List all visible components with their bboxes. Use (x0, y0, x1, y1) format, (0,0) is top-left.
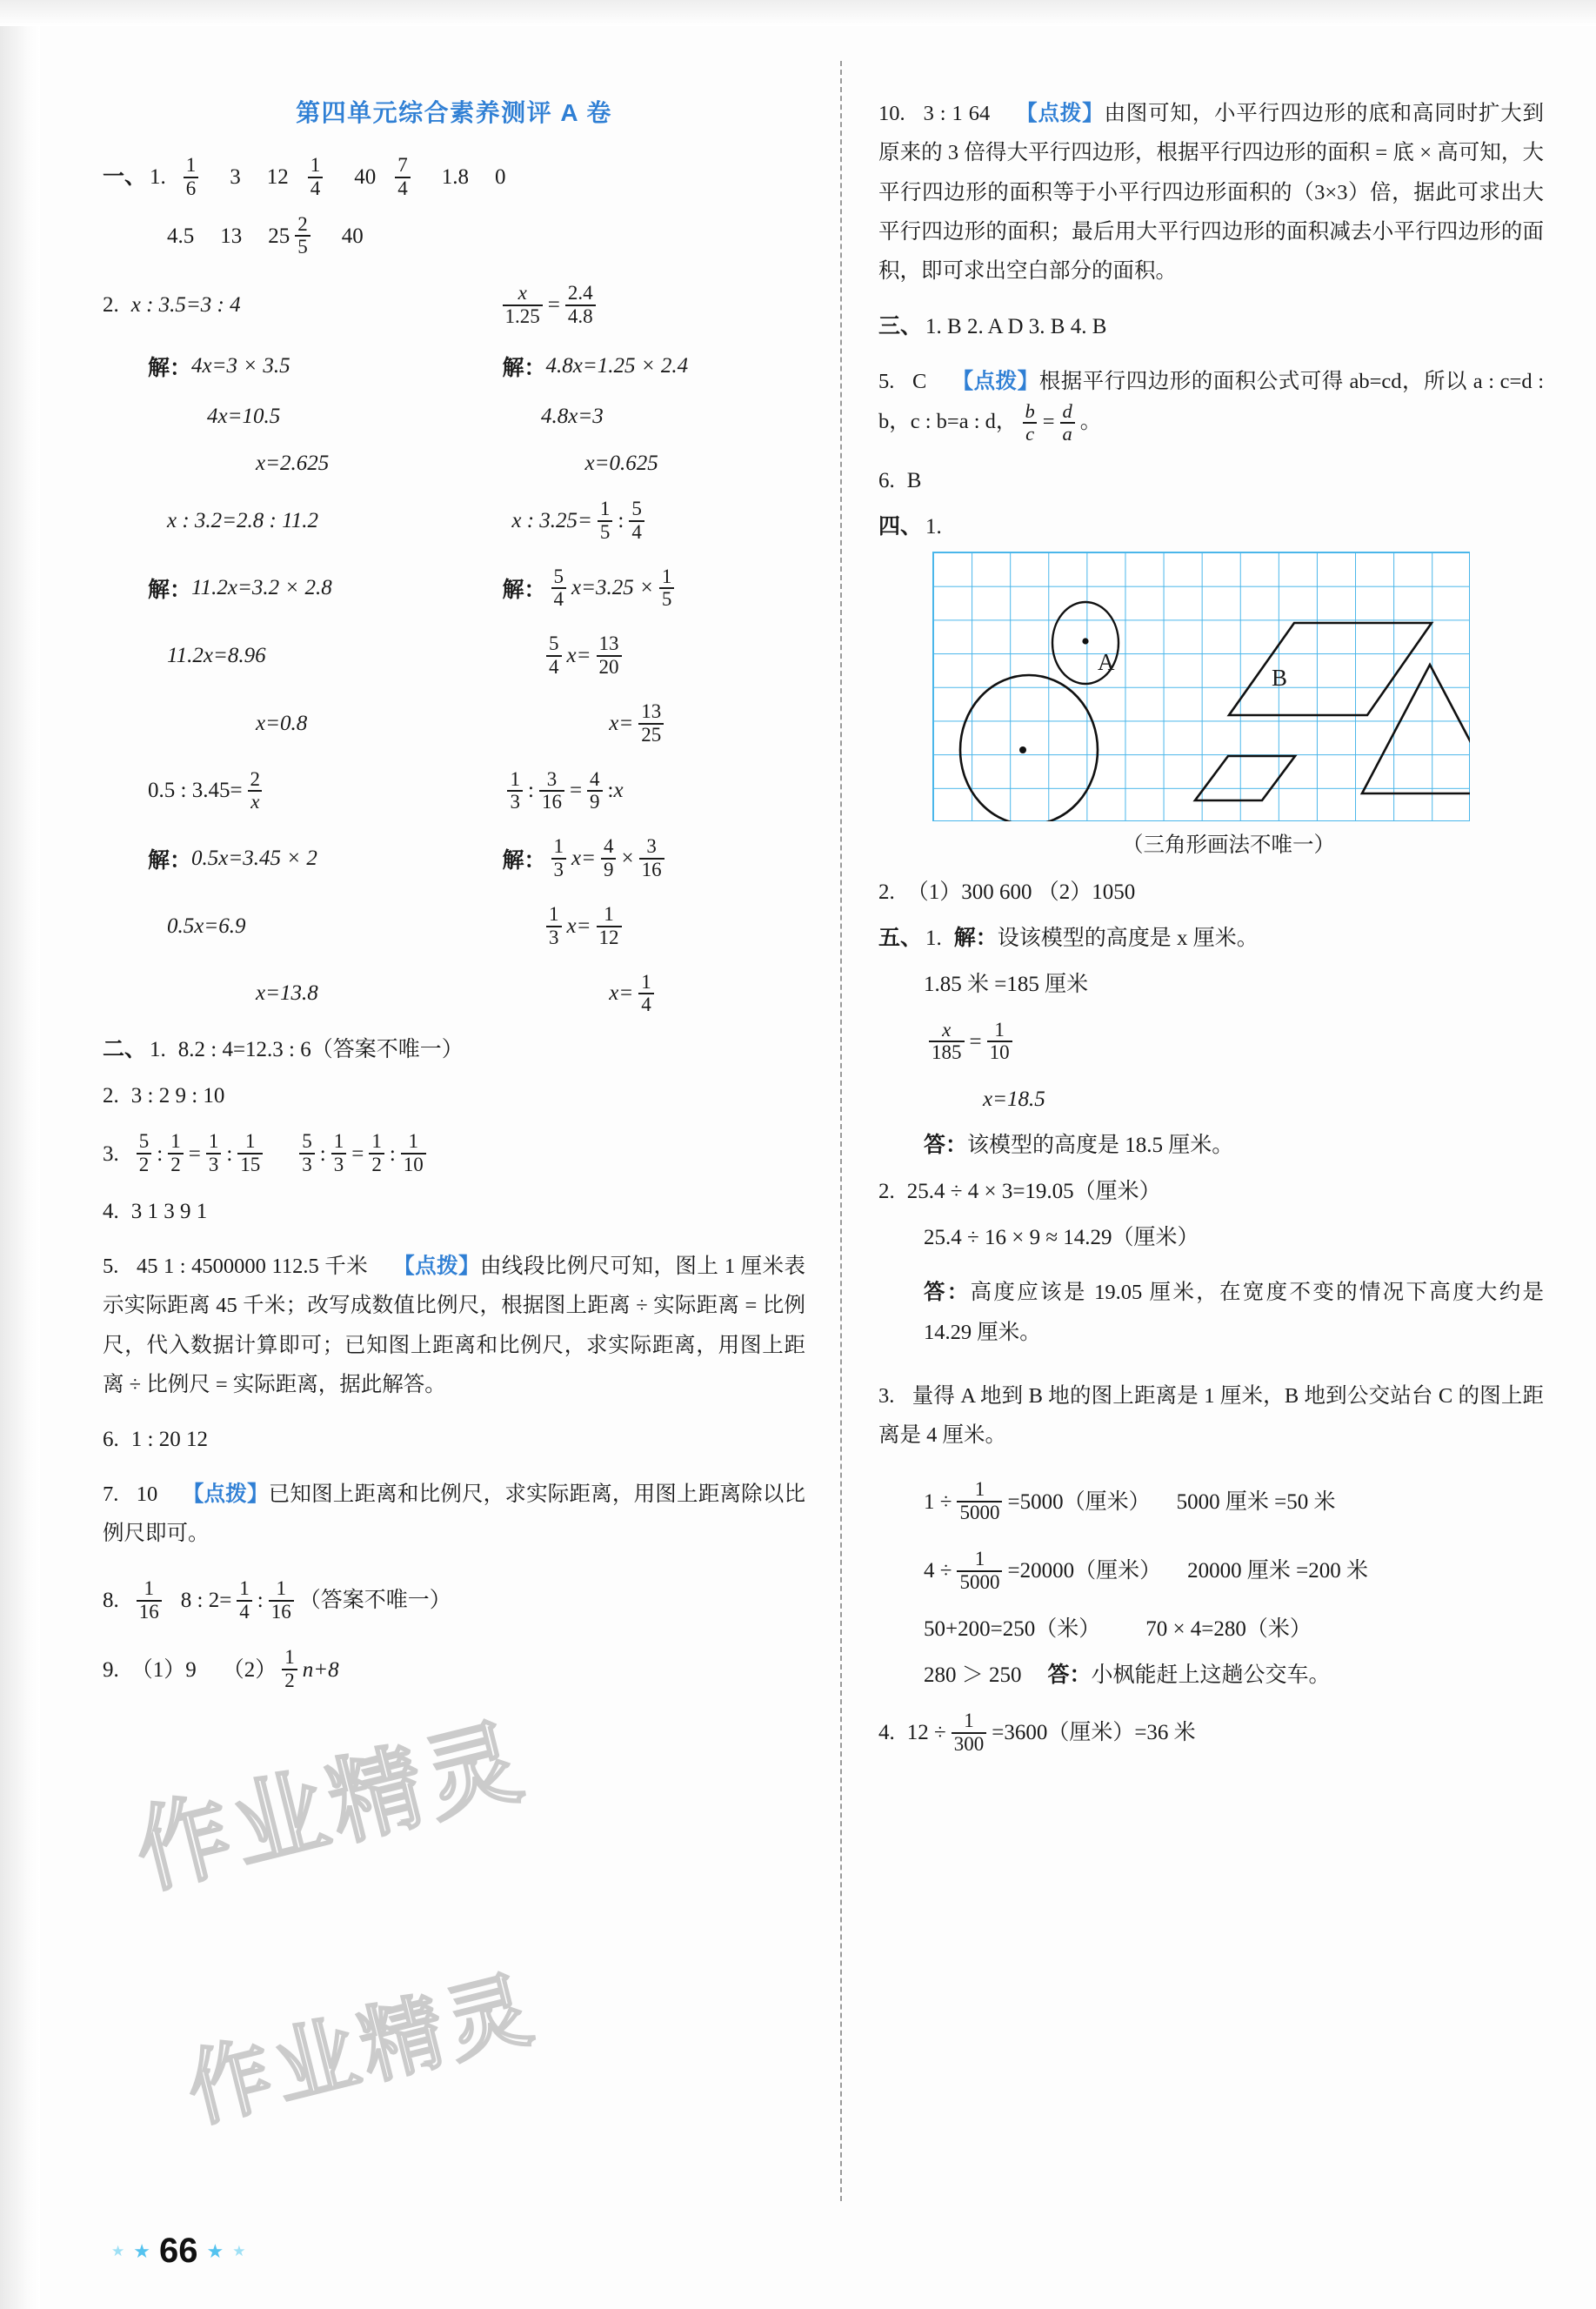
fraction-one-fourth: $\frac{1}{4}$ (308, 155, 324, 200)
q2-p1-eq: x : 3.5=3 : 4 (130, 293, 241, 318)
tip-badge-item10: 【点拨】 (1016, 102, 1105, 125)
fraction-three-sixteenths-b: $\frac{3}{16}$ (639, 836, 664, 881)
fraction-one-third-d: $\frac{1}{3}$ (206, 1131, 222, 1176)
fraction-thirteen-twentieths: $\frac{13}{20}$ (597, 633, 622, 679)
q2-p3-step2: 11.2x=8.96 (167, 644, 266, 668)
item10-tip-text: 由图可知，小平行四边形的底和高同时扩大到原来的 3 倍得大平行四边形，根据平行四边形的面积 = 底 × 高可知，大平行四边形的面积等于小平行四边形面积的（3×3）倍，据此可求出大平行四边形的面积；最后用大平行四边形的面积减去小平行四边形的面积，即可求出空白部分的面积。 (878, 102, 1545, 284)
section-five-q1-proportion: $\frac{x}{185}$ = $\frac{1}{10}$ (878, 1020, 1544, 1065)
q2-solve-1 (103, 351, 805, 382)
fraction-one-fifth-b: $\frac{1}{5}$ (659, 566, 675, 612)
fraction-two-fifths: $\frac{2}{5}$ (295, 214, 311, 259)
section-two-item-10: 10. 3 : 1 64 【点拨】由图可知，小平行四边形的底和高同时扩大到原来的 3 倍得大平行四边形，根据平行四边形的面积 = 底 × 高可知，大平行四边形的面积等于小平行四边形面积的（3×3）倍，据此可求出大平行四边形的面积；最后用大平行四边形的面积减去小平行四边形的面积，即可求出空白部分的面积。 (878, 102, 1545, 284)
q2-solve-3b (103, 904, 805, 949)
section-one-label: 一、 (103, 165, 147, 190)
fraction-one-half: $\frac{1}{2}$ (168, 1131, 184, 1176)
large-circle-center-dot (1019, 746, 1026, 753)
q1-val-12: 12 (266, 165, 289, 190)
q2-p1-step1 (103, 351, 457, 382)
q2-pair-3 (103, 769, 805, 814)
q2-p2-s1: 4.8x=1.25 × 2.4 (545, 353, 689, 378)
section-five-q2-answer: 答：高度应该是 19.05 厘米，在宽度不变的情况下高度大约是 14.29 厘米。 (924, 1281, 1545, 1344)
section-three-line1: 三、 1. B 2. A D 3. B 4. B (878, 314, 1107, 338)
section-two-item-6: 6. 1 : 20 12 (103, 1428, 208, 1452)
fraction-one-over-5000: $\frac{1}{5000}$ (957, 1479, 1002, 1524)
fraction-one-tenth-b: $\frac{1}{10}$ (987, 1020, 1012, 1065)
section-two-item-5: 5. 45 1 : 4500000 112.5 千米 【点拨】由线段比例尺可知，图上 1 厘米表示实际距离 45 千米；改写成数值比例尺，根据图上距离 ÷ 实际距离 = 比例尺，代入数据计算即可；已知图上距离和比例尺，求实际距离，用图上距离 ÷ 比例尺 = 实际距离，据此解答。 (103, 1254, 806, 1396)
fraction-one-over-300: $\frac{1}{300}$ (952, 1710, 987, 1756)
solve-label-five-1: 解： (953, 926, 998, 950)
q2-p3-equation: x : 3.2=2.8 : 11.2 (167, 508, 319, 532)
fraction-2p4-over-4p8: $\frac{2.4}{4.8}$ (565, 283, 596, 328)
q2-solve-2 (103, 566, 805, 612)
q2-p2-step3: x=0.625 (584, 451, 658, 475)
solve-label-2: 解： (502, 356, 546, 380)
item7-answers: 10 (136, 1482, 158, 1507)
q2-p6-step2: $\frac{1}{3}$ x= $\frac{1}{12}$ (437, 904, 805, 949)
small-parallelogram (1195, 756, 1295, 800)
q2-p6-equation: $\frac{1}{3}$ : $\frac{3}{16}$ = $\frac{4}{9}$ : x (457, 769, 805, 814)
solve-label-1: 解： (148, 356, 192, 380)
answer-label-five-3: 答： (1047, 1663, 1092, 1687)
page-footer (111, 2232, 245, 2271)
fraction-five-fourths-c: $\frac{5}{4}$ (546, 633, 562, 679)
three-q5-tip-text: 根据平行四边形的面积公式可得 ab=cd，所以 a : c=d : b，c : b=a : d， (878, 369, 1545, 433)
fraction-x-over-1p25: $\frac{x}{1.25}$ (503, 283, 543, 328)
q2-p1-s1: 4x=3 × 3.5 (191, 353, 290, 378)
star-icon-2: ★ (133, 2239, 150, 2262)
fraction-seven-fourths: $\frac{7}{4}$ (395, 155, 411, 200)
fraction-three-sixteenths: $\frac{3}{16}$ (539, 769, 564, 814)
q2-p4-step3: x= $\frac{13}{25}$ (456, 701, 805, 746)
item5-choice: C (912, 369, 927, 393)
section-five-q3-intro: 3. 量得 A 地到 B 地的图上距离是 1 厘米，B 地到公交站台 C 的图上距离是 4 厘米。 (878, 1383, 1545, 1448)
item5-tip-text: 由线段比例尺可知，图上 1 厘米表示实际距离 45 千米；改写成数值比例尺，根据图上距离 ÷ 实际距离 = 比例尺，代入数据计算即可；已知图上距离和比例尺，求实际距离，用图上距离 ÷ 比例尺 = 实际距离，据此解答。 (103, 1254, 806, 1396)
tip-badge-item7: 【点拨】 (182, 1482, 269, 1507)
figure-label-b: B (1272, 664, 1288, 691)
q2-p2-eqsign: = (547, 293, 560, 318)
section-four-item-2: 2. （1）300 600 （2）1050 (878, 880, 1136, 904)
fraction-d-over-a: $\frac{d}{a}$ (1060, 401, 1075, 445)
section-two-item-2: 2. 3 : 2 9 : 10 (103, 1084, 225, 1108)
star-icon-4: ★ (232, 2243, 246, 2259)
q1-val-0: 0 (495, 165, 506, 190)
q1r2-val-4p5: 4.5 (167, 224, 195, 248)
q2-p3-step1: 解： 11.2x=3.2 × 2.8 (148, 576, 332, 603)
section-two-item-4: 4. 3 1 3 9 1 (103, 1199, 208, 1223)
tip-badge-item5: 【点拨】 (393, 1254, 480, 1278)
q2-p2-step2: 4.8x=3 (541, 404, 604, 428)
fraction-one-third-b: $\frac{1}{3}$ (551, 836, 567, 881)
fraction-one-half-b: $\frac{1}{2}$ (369, 1131, 384, 1176)
q2-p4-equation: x : 3.25= $\frac{1}{5}$ : $\frac{5}{4}$ (466, 499, 805, 544)
section-two-item-3: 3. $\frac{5}{2}$ : $\frac{1}{2}$ = $\frac{1}{3}$ : $\frac{1}{15}$ $\frac{5}{3}$ : $\frac{1}{3}$ = $\frac{1}{2}$ : $\frac{1}{10}$ (103, 1131, 805, 1176)
tip-badge-three-5: 【点拨】 (952, 369, 1039, 393)
q2-p1-equation (103, 283, 417, 328)
q2-p2-step1 (457, 351, 805, 382)
fraction-one-tenth: $\frac{1}{10}$ (401, 1131, 426, 1176)
fraction-one-sixteenth-b: $\frac{1}{16}$ (269, 1578, 294, 1623)
section-five-q1-conversion: 1.85 米 =185 厘米 (924, 972, 1089, 996)
q1-val-40: 40 (354, 165, 377, 190)
section-two-item-1: 二、 1. 8.2 : 4=12.3 : 6（答案不唯一） (103, 1038, 464, 1062)
q1r2-val-13: 13 (220, 224, 243, 248)
q2-p5-step2: 0.5x=6.9 (167, 914, 246, 938)
fraction-one-fourth-c: $\frac{1}{4}$ (237, 1578, 252, 1623)
section-five-q1-result: x=18.5 (983, 1088, 1045, 1112)
q2-p2-equation (417, 283, 805, 328)
watermark-bottom: 作业精灵 (178, 1961, 545, 2138)
section-five-q2-line1: 2. 25.4 ÷ 4 × 3=19.05（厘米） (878, 1180, 1161, 1204)
figure-caption: （三角形画法不唯一） (1122, 833, 1335, 857)
q2-solve-1c (103, 452, 805, 476)
section-five-q2-line2: 25.4 ÷ 16 × 9 ≈ 14.29（厘米） (924, 1226, 1199, 1250)
fraction-four-ninths-b: $\frac{4}{9}$ (601, 836, 617, 881)
small-circle-center-dot (1082, 638, 1088, 644)
section-three-item-5: 5. C 【点拨】根据平行四边形的面积公式可得 ab=cd，所以 a : c=d : b，c : b=a : d， $\frac{b}{c}$ = $\frac{d}{a}$ 。 (878, 369, 1545, 445)
item7-tip-text: 已知图上距离和比例尺，求实际距离，用图上距离除以比例尺即可。 (103, 1482, 806, 1546)
fraction-one-fifteenth: $\frac{1}{15}$ (237, 1131, 263, 1176)
fraction-four-ninths: $\frac{4}{9}$ (587, 769, 603, 814)
section-two-item-7: 7. 10 【点拨】已知图上距离和比例尺，求实际距离，用图上距离除以比例尺即可。 (103, 1482, 806, 1546)
q2-pair-2 (103, 499, 805, 544)
star-icon-3: ★ (206, 2239, 224, 2262)
q2-p5-equation: 0.5 : 3.45= $\frac{2}{x}$ (103, 769, 457, 814)
answer-label-five-1: 答： (924, 1134, 968, 1158)
fraction-five-fourths-b: $\frac{5}{4}$ (551, 566, 567, 612)
q2-p3-step3: x=0.8 (256, 711, 308, 735)
fraction-two-over-x: $\frac{2}{x}$ (248, 769, 264, 814)
large-parallelogram-b (1229, 623, 1432, 715)
section-four-q1-label: 四、 1. (878, 514, 942, 539)
item5-answers: 45 1 : 4500000 112.5 千米 (136, 1254, 369, 1278)
fraction-one-fourth-b: $\frac{1}{4}$ (638, 972, 654, 1017)
fraction-one-sixth: $\frac{1}{6}$ (184, 155, 199, 200)
fraction-five-thirds: $\frac{5}{3}$ (299, 1131, 315, 1176)
figure-label-a: A (1098, 648, 1115, 675)
fraction-one-sixteenth: $\frac{1}{16}$ (137, 1578, 162, 1623)
large-circle (960, 675, 1098, 821)
q1-number: 1. (150, 165, 166, 190)
q2-number: 2. (103, 293, 119, 318)
section-one-q1-row1 (103, 155, 805, 200)
fraction-b-over-c: $\frac{b}{c}$ (1022, 401, 1037, 445)
q2-solve-2b (103, 633, 805, 679)
q2-pair-1 (103, 283, 805, 328)
answer-label-five-2: 答： (924, 1281, 971, 1305)
section-three-item-6: 6. B (878, 468, 922, 492)
section-two-item-9: 9. （1）9 （2） $\frac{1}{2}$ n+8 (103, 1646, 339, 1692)
q2-solve-2c (103, 701, 805, 746)
fraction-five-fourths: $\frac{5}{4}$ (629, 499, 644, 544)
section-two-item-8: 8. $\frac{1}{16}$ 8 : 2= $\frac{1}{4}$ : $\frac{1}{16}$ （答案不唯一） (103, 1576, 451, 1623)
section-five-q1-setup: 五、 1. 解： 设该模型的高度是 x 厘米。 (878, 926, 1259, 950)
section-five-q3-line3: 50+200=250（米） 70 × 4=280（米） (924, 1616, 1312, 1641)
q1r2-val-40: 40 (341, 224, 364, 248)
section-five-q3-line2: 4 ÷ $\frac{1}{5000}$ =20000（厘米） 20000 厘米 =200 米 (924, 1548, 1368, 1593)
watermark-top: 作业精灵 (125, 1707, 537, 1906)
q2-p5-step3: x=13.8 (256, 981, 318, 1006)
item10-answers: 3 : 1 64 (923, 102, 991, 125)
section-five-q3-line1: 1 ÷ $\frac{1}{5000}$ =5000（厘米） 5000 厘米 =50 米 (924, 1478, 1336, 1524)
q2-p4-step2: $\frac{5}{4}$ x= $\frac{13}{20}$ (437, 633, 805, 679)
section-one-q1-row2 (103, 214, 805, 259)
fraction-one-third-c: $\frac{1}{3}$ (546, 904, 562, 949)
star-icon-1: ★ (111, 2243, 125, 2259)
fraction-one-fifth: $\frac{1}{5}$ (598, 499, 613, 544)
fraction-one-half-c: $\frac{1}{2}$ (282, 1647, 297, 1692)
triangle (1362, 665, 1470, 793)
page-number: 66 (158, 2232, 198, 2270)
fraction-x-over-185: $\frac{x}{185}$ (929, 1020, 965, 1065)
q1-val-1p8: 1.8 (441, 165, 470, 190)
fraction-one-twelfth: $\frac{1}{12}$ (597, 904, 622, 949)
geometry-figure (932, 552, 1470, 821)
section-four-label: 四、 (878, 514, 923, 539)
section-five-label: 五、 (878, 926, 923, 950)
section-three-label: 三、 (878, 314, 923, 338)
q2-solve-3c (103, 972, 805, 1017)
q2-p1-step3: x=2.625 (256, 451, 330, 475)
fraction-one-over-5000-b: $\frac{1}{5000}$ (957, 1549, 1002, 1594)
page-title: 第四单元综合素养测评 A 卷 (296, 99, 612, 126)
q2-p5-step1: 解： 0.5x=3.45 × 2 (148, 847, 317, 873)
q1r2-val-25: 25 (268, 224, 290, 248)
q2-p4-step1: 解： $\frac{5}{4}$ x=3.25 × $\frac{1}{5}$ (457, 566, 805, 612)
right-column (840, 0, 1596, 2309)
fraction-thirteen-twentyfifths: $\frac{13}{25}$ (638, 701, 664, 746)
shapes-overlay (932, 552, 1470, 821)
section-five-q3-answer: 280 ＞ 250 答： 小枫能赶上这趟公交车。 (924, 1663, 1331, 1687)
q2-solve-1b (103, 405, 805, 429)
section-two-label: 二、 (103, 1038, 147, 1062)
q2-p1-step2: 4x=10.5 (207, 404, 281, 428)
fraction-five-halves: $\frac{5}{2}$ (137, 1131, 152, 1176)
q1-val-3: 3 (230, 165, 241, 190)
section-five-q1-answer: 答： 该模型的高度是 18.5 厘米。 (924, 1134, 1234, 1158)
q2-p6-step3: x= $\frac{1}{4}$ (456, 972, 805, 1017)
section-five-q4: 4. 12 ÷ $\frac{1}{300}$ =3600（厘米）=36 米 (878, 1709, 1196, 1755)
fraction-one-third: $\frac{1}{3}$ (507, 769, 523, 814)
q2-solve-3 (103, 836, 805, 881)
fraction-one-third-e: $\frac{1}{3}$ (331, 1131, 347, 1176)
q2-p6-step1: 解： $\frac{1}{3}$ x= $\frac{4}{9}$ × $\frac{3}{16}$ (457, 836, 805, 881)
